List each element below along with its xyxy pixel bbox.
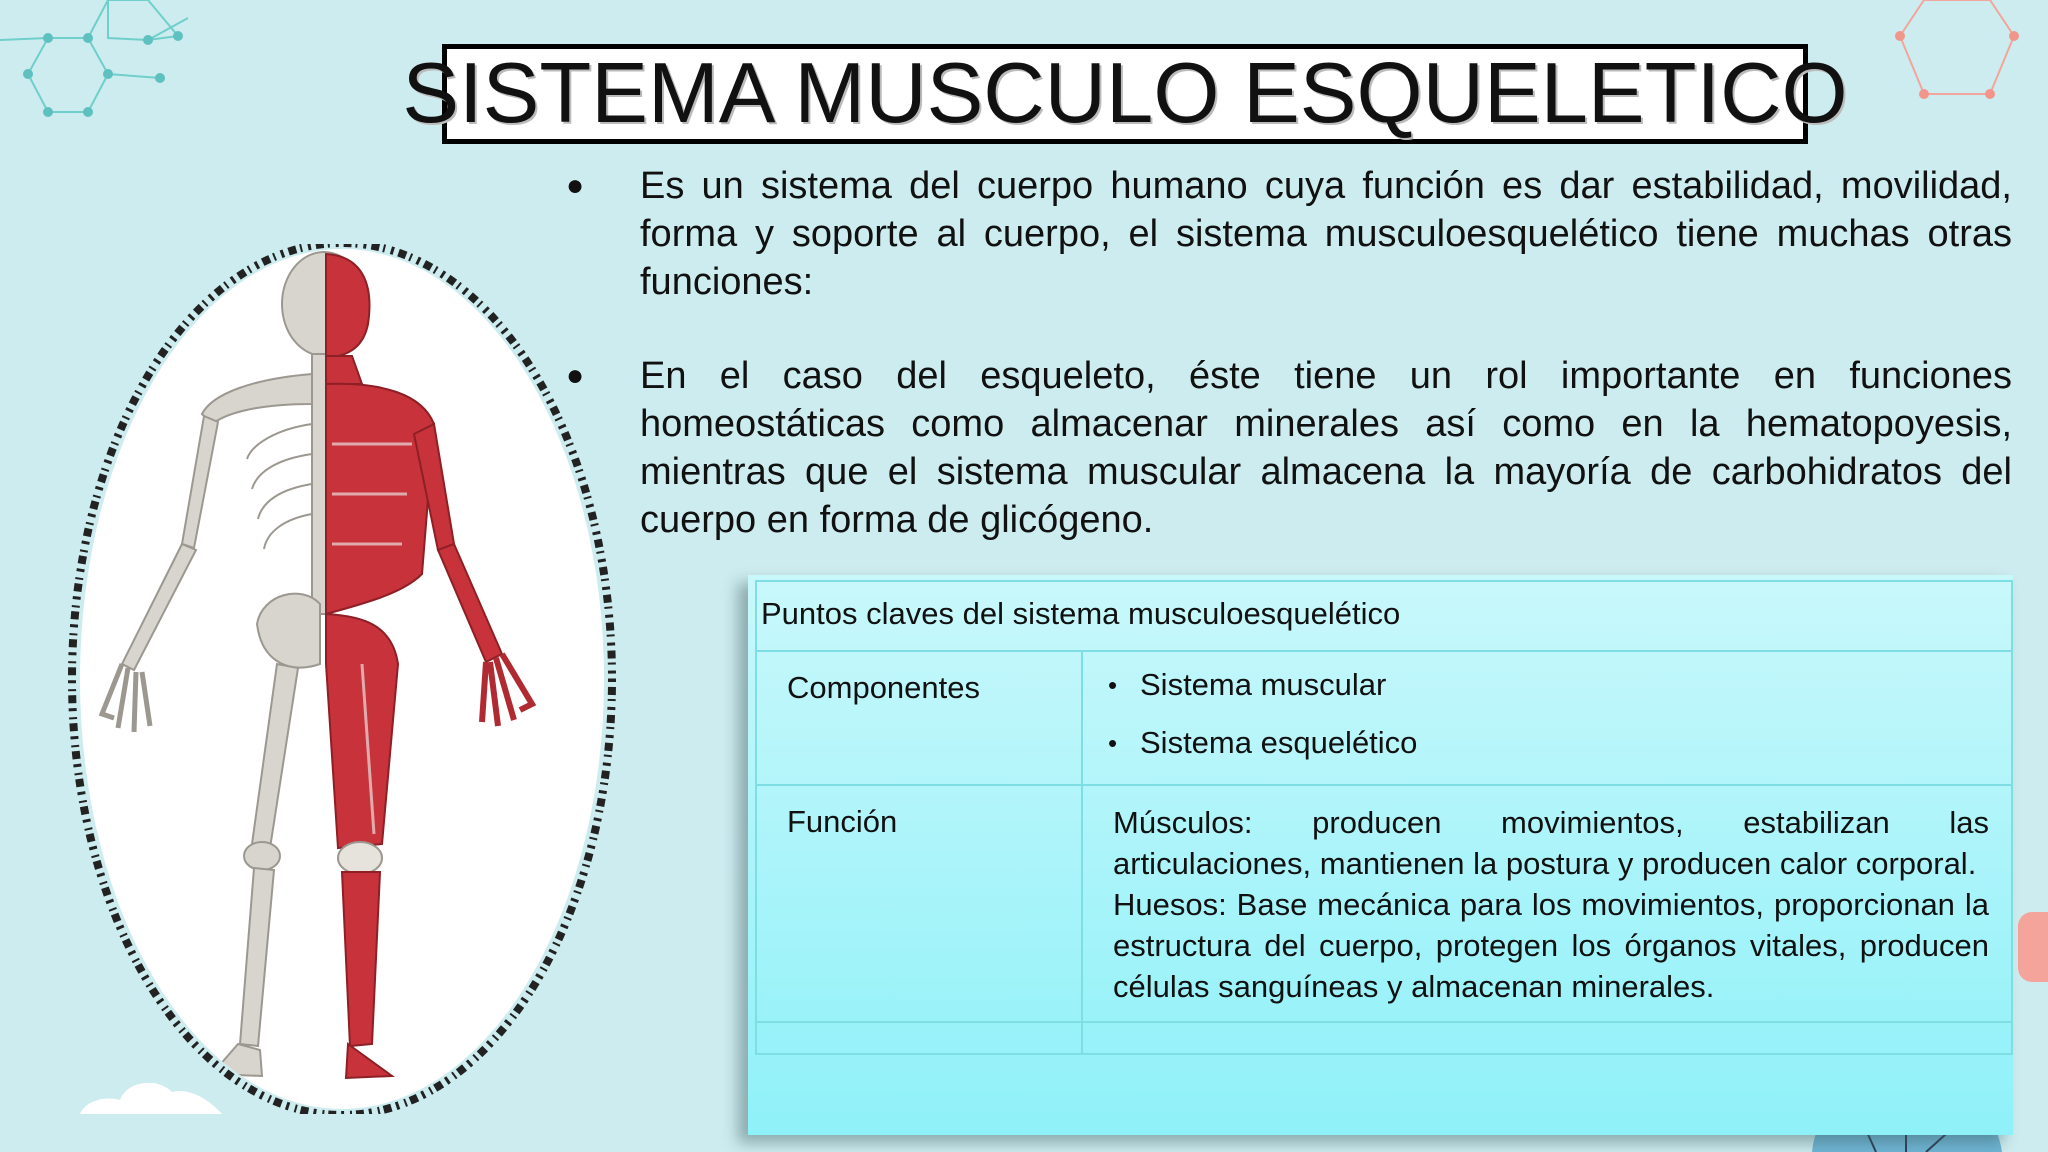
table-caption: Puntos claves del sistema musculoesquelético: [756, 581, 2012, 651]
table-row: [756, 785, 2012, 1022]
function-paragraph-muscles: Músculos: producen movimientos, estabilizan las articulaciones, mantienen la postura y producen calor corporal.: [1113, 805, 1989, 881]
bullet-item: [566, 162, 2012, 312]
key-points-table-container: [748, 575, 2013, 1135]
bullet-text: Es un sistema del cuerpo humano cuya función es dar estabilidad, movilidad, forma y soporte al cuerpo, el sistema musculoesquelético tiene muchas otras funciones:: [640, 165, 2012, 303]
bullet-text: En el caso del esqueleto, éste tiene un rol importante en funciones homeostáticas como almacenar minerales así como en la hematopoyesis, mientras que el sistema muscular almacena la mayoría de carbohidratos del cuerpo en forma de glicógeno.: [640, 355, 2012, 541]
table-row: [756, 651, 2012, 785]
coral-shape-icon: [2018, 912, 2048, 982]
list-item: • Sistema muscular: [1124, 667, 2010, 703]
hexagon-network-coral-icon: [1880, 0, 2048, 110]
key-points-table: [755, 580, 2013, 1055]
bullet-marker: ●: [566, 359, 585, 392]
row-label: Función: [756, 785, 1082, 1022]
hexagon-network-teal-icon: [0, 0, 220, 130]
components-list: [1084, 667, 2010, 761]
function-cell: [1082, 785, 2012, 1022]
bullet-marker: ●: [566, 169, 585, 202]
slide-title: SISTEMA MUSCULO ESQUELETICO: [402, 46, 1848, 141]
components-cell: [1082, 651, 2012, 785]
list-item: • Sistema esquelético: [1124, 725, 2010, 761]
row-label: Componentes: [756, 651, 1082, 785]
empty-cell: [756, 1022, 1082, 1054]
bullet-item: [566, 352, 2012, 552]
slide-title-box: [402, 44, 1848, 144]
skeleton-muscle-illustration: [62, 244, 622, 1114]
empty-cell: [1082, 1022, 2012, 1054]
table-row-empty: [756, 1022, 2012, 1054]
function-paragraph-bones: Huesos: Base mecánica para los movimientos, proporcionan la estructura del cuerpo, protegen los órganos vitales, producen células sanguíneas y almacenan minerales.: [1113, 887, 1989, 1004]
